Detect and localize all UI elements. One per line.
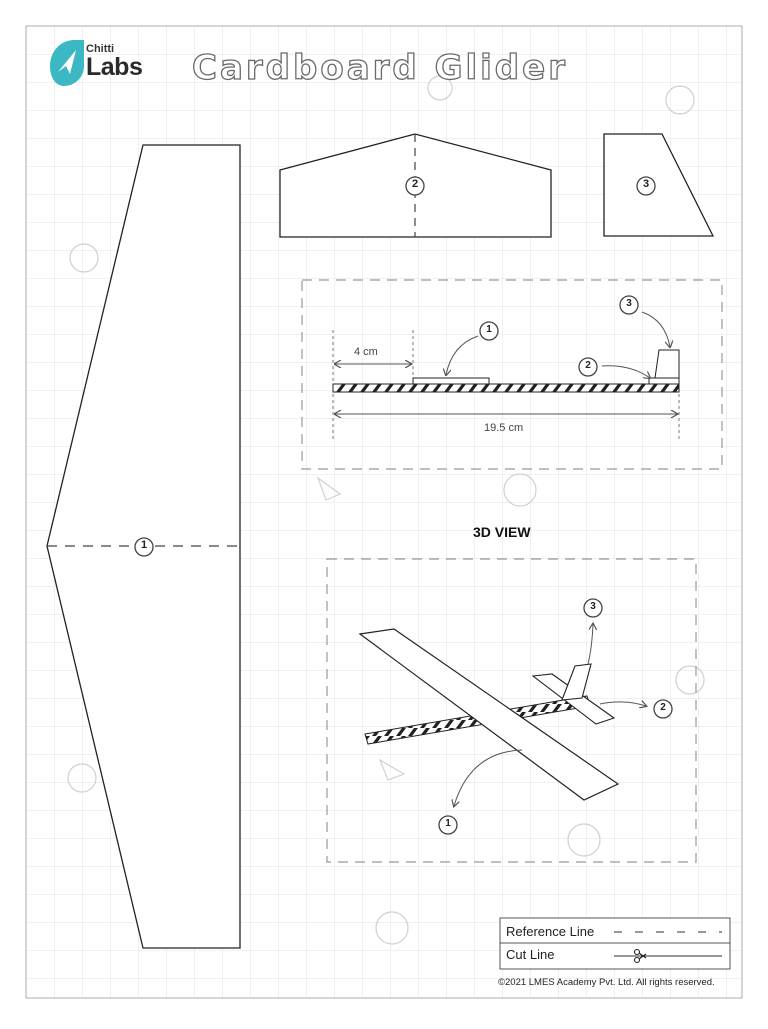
dim-19-5cm-label: 19.5 cm (484, 422, 524, 434)
wing-part-number: 1 (140, 539, 148, 551)
side-view-rudder (655, 350, 679, 378)
view3d-callout-1-text: 1 (445, 818, 451, 829)
side-callout-1-text: 1 (486, 324, 492, 335)
brand-small-text: Chitti (86, 43, 115, 55)
dim-4cm-label: 4 cm (354, 346, 378, 358)
brand-main-text: Labs (86, 53, 143, 81)
rudder-part-number: 3 (642, 178, 650, 190)
side-callout-3-text: 3 (626, 298, 632, 309)
side-view-body-stick (333, 384, 679, 392)
side-callout-2-text: 2 (585, 360, 591, 371)
side-view-elevator (649, 378, 679, 384)
side-view-wing (413, 378, 489, 384)
legend-cut-line-label: Cut Line (506, 947, 555, 962)
legend-reference-line-label: Reference Line (506, 924, 595, 939)
view3d-callout-2-text: 2 (660, 702, 666, 713)
copyright-text: ©2021 LMES Academy Pvt. Ltd. All rights reserved. (498, 977, 715, 988)
elevator-part-number: 2 (411, 178, 419, 190)
view3d-title: 3D VIEW (473, 524, 531, 540)
page-title: Cardboard Glider (192, 48, 568, 88)
view3d-callout-3-text: 3 (590, 601, 596, 612)
